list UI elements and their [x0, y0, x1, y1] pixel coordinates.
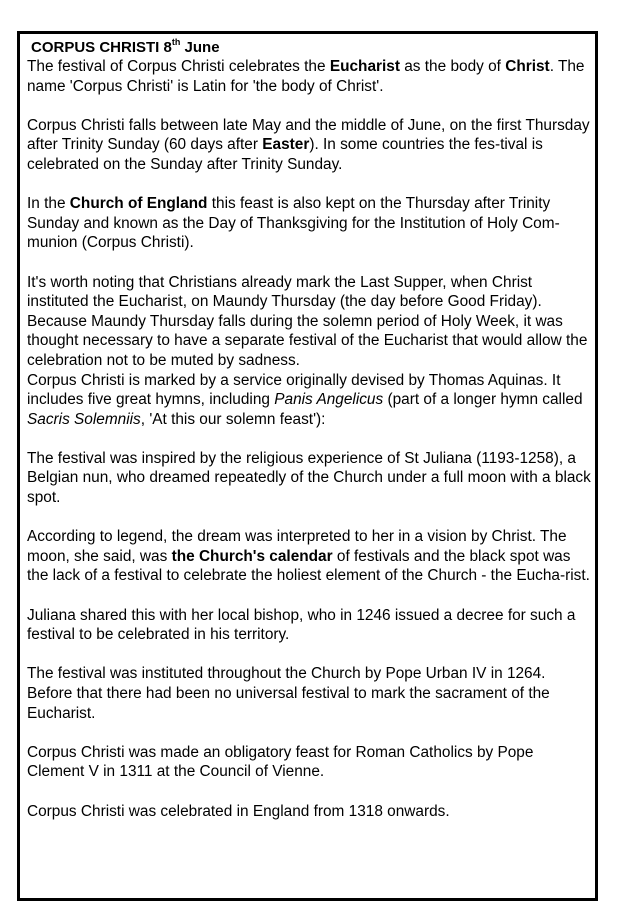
document-frame [17, 31, 598, 901]
paragraph-text: The festival of Corpus Christi celebrates the [27, 58, 330, 75]
paragraph-legend [27, 527, 592, 586]
paragraph-text: . The name 'Corpus Christi' is Latin for 'the body of Christ'. [27, 58, 585, 95]
paragraph-text: , 'At this our solemn feast'): [140, 410, 326, 428]
paragraph-text: this feast is also kept on the Thursday after Trinity Sunday and known as the Day of Thanksgiving for the Institution of Holy Com-munion (Corpus Christi). [27, 195, 560, 252]
paragraph-text: Corpus Christi was made an obligatory feast for Roman Catholics by Pope Clement V in 1311 at the Council of Vienne. [27, 743, 534, 781]
bold-term: Christ [505, 58, 550, 75]
paragraph-england [27, 802, 592, 822]
paragraph-date [27, 116, 592, 175]
page-title [31, 38, 592, 57]
title-tail: June [180, 39, 220, 56]
bold-term: the Church's calendar [171, 547, 333, 565]
document-body [27, 38, 592, 821]
paragraph-text: The festival was inspired by the religious experience of St Juliana (1193-1258), a Belgian nun, who dreamed repeatedly of the Church under a full moon with a black spot. [27, 449, 591, 507]
paragraph-last-supper [27, 273, 592, 371]
paragraph-st-juliana [27, 449, 592, 508]
paragraph-pope-urban [27, 664, 592, 723]
paragraph-bishop [27, 606, 592, 645]
paragraph-text: as the body of [399, 58, 506, 75]
paragraph-text: of festivals and the black spot was the lack of a festival to celebrate the holiest element of the Church - the Eucha-rist. [27, 547, 590, 585]
paragraph-text: ). In some countries the fes-tival is celebrated on the Sunday after Trinity Sunday. [27, 136, 543, 173]
bold-term: Church of England [69, 195, 208, 213]
paragraph-text: Corpus Christi was celebrated in England from 1318 onwards. [27, 802, 450, 820]
bold-term: Eucharist [329, 58, 400, 75]
title-main: CORPUS CHRISTI 8 [31, 39, 172, 56]
bold-term: Easter [262, 136, 310, 154]
paragraph-hymns [27, 371, 592, 430]
paragraph-clement [27, 743, 592, 782]
paragraph-text: Corpus Christi falls between late May and the middle of June, on the first Thursday after Trinity Sunday (60 days after [27, 116, 590, 154]
paragraph-church-of-england [27, 194, 592, 253]
paragraph-intro [27, 57, 592, 96]
paragraph-text: It's worth noting that Christians already mark the Last Supper, when Christ instituted the Eucharist, on Maundy Thursday (the day before Good Friday). Because Maundy Thursday falls during the solemn period of Holy Week, it was thought necessary to have a separate festival of the Eucharist that would allow the celebration not to be muted by sadness. [27, 273, 588, 369]
paragraph-text: (part of a longer hymn called [383, 391, 583, 409]
paragraph-text: In the [27, 195, 70, 213]
italic-title: Panis Angelicus [274, 391, 384, 409]
paragraph-text: The festival was instituted throughout the Church by Pope Urban IV in 1264. Before that there had been no universal festival to mark the sacrament of the Eucharist. [27, 665, 550, 722]
italic-title: Sacris Solemniis [27, 410, 141, 428]
paragraph-text: Corpus Christi is marked by a service originally devised by Thomas Aquinas. It includes five great hymns, including [27, 371, 561, 409]
title-superscript: th [171, 37, 181, 47]
paragraph-text: According to legend, the dream was interpreted to her in a vision by Christ. The moon, she said, was [27, 528, 567, 565]
paragraph-text: Juliana shared this with her local bishop, who in 1246 issued a decree for such a festival to be celebrated in his territory. [27, 606, 576, 644]
